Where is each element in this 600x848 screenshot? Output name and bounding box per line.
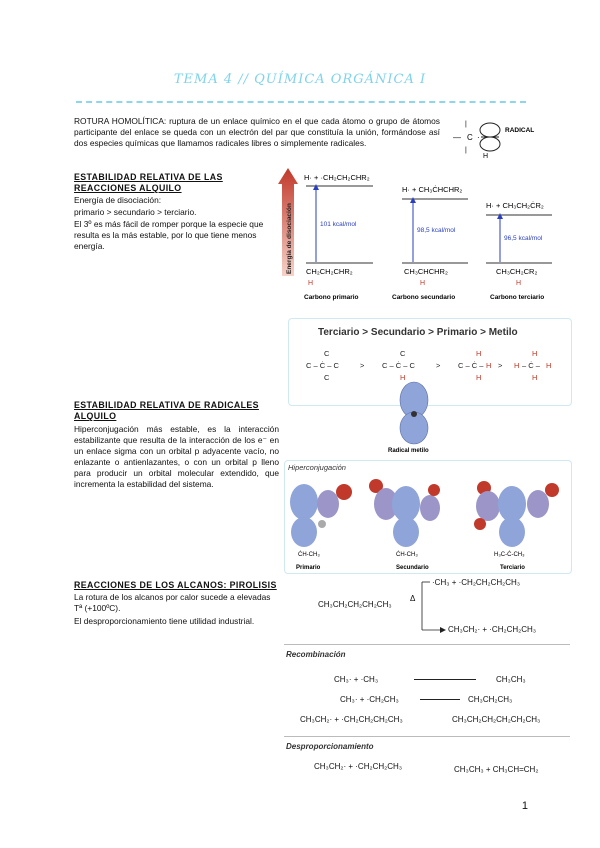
recomb-r3: CH₃CH₂· + ·CH₂CH₂CH₂CH₃: [300, 715, 403, 724]
hiper-caption3: Terciario: [500, 565, 525, 571]
pirolisis-delta: Δ: [410, 594, 416, 603]
radical-diagram: [445, 112, 565, 162]
despro-r1: CH₃CH₂· + ·CH₂CH₂CH₃: [314, 762, 403, 771]
svg-text:H: H: [476, 373, 482, 382]
svg-text:|: |: [465, 147, 467, 154]
energy-bottom1: CH₂CH₂CHR₂: [306, 267, 353, 276]
recomb-p1: CH₃CH₃: [496, 675, 526, 684]
svg-text:>: >: [436, 361, 441, 370]
alquilo-heading: ESTABILIDAD RELATIVA DE LAS REACCIONES ALQUILO: [74, 172, 223, 193]
energy-caption1: Carbono primario: [304, 294, 359, 301]
alquilo-line2: primario > secundario > terciario.: [74, 207, 197, 217]
svg-text:H: H: [514, 361, 520, 370]
radicales-paragraph: Hiperconjugación más estable, es la interacción estabilizante que resulta de la interacción de los e⁻ en un enlace sigma con un orbital p adyacente vacío, no enlazante o antienlazantes, o con un orbital p lleno para producir un orbital molecular extendido, que incrementa la estabilidad del sistema.: [74, 424, 279, 489]
title-divider: [76, 101, 526, 103]
page-number: 1: [521, 800, 528, 812]
energy-value1: 101 kcal/mol: [320, 221, 357, 228]
svg-text:>: >: [498, 361, 503, 370]
energy-bottom3: CH₃CH₂CR₂: [496, 267, 538, 276]
energy-h1: H: [308, 280, 314, 287]
svg-text:C: C: [400, 349, 406, 358]
rotura-paragraph: ROTURA HOMOLÍTICA: ruptura de un enlace químico en el que cada átomo o grupo de átomos participante del enlace se queda con un electrón del par que constituía la unión, formándose así dos especies químicas que llamamos radicales libres o simplemente radicales.: [74, 116, 440, 148]
svg-text:H: H: [476, 349, 482, 358]
hiper-caption1: Primario: [296, 565, 321, 571]
svg-text:C – Ċ – C: C – Ċ – C: [306, 361, 339, 370]
recomb-p3: CH₃CH₂CH₂CH₂CH₂CH₃: [452, 715, 541, 724]
svg-text:|: |: [465, 121, 467, 128]
pirolisis-product1: ·CH₃ + ·CH₂CH₂CH₂CH₃: [432, 578, 521, 587]
radical-label: RADICAL: [505, 127, 535, 134]
pirolisis-heading: REACCIONES DE LOS ALCANOS: PIROLISIS: [74, 580, 277, 590]
svg-text:>: >: [360, 361, 365, 370]
svg-text:C: C: [467, 133, 473, 142]
svg-text:C – Ċ –: C – Ċ –: [458, 361, 484, 370]
hiper-formula2: ĊH-CH₃: [396, 552, 418, 558]
pirolisis-line2: El desproporcionamiento tiene utilidad industrial.: [74, 616, 255, 626]
energy-bottom2: CH₃CHCHR₂: [404, 267, 448, 276]
alquilo-line3: El 3º es más fácil de romper porque la especie que resulta es la más estable, por lo que tiene menos energía.: [74, 219, 264, 251]
energy-caption3: Carbono terciario: [490, 294, 545, 301]
svg-text:—: —: [453, 133, 461, 142]
energy-top3: H· + CH₃CH₂ĊR₂: [486, 201, 544, 210]
energy-value2: 98,5 kcal/mol: [417, 227, 456, 234]
svg-text:C – Ċ – C: C – Ċ – C: [382, 361, 415, 370]
page-title: TEMA 4 // QUÍMICA ORGÁNICA I: [173, 72, 427, 87]
alquilo-line1: Energía de disociación:: [74, 195, 162, 205]
methyl-radical-label: Radical metilo: [388, 448, 429, 454]
svg-text:H: H: [546, 361, 552, 370]
energy-top2: H· + CH₃ĊHCHR₂: [402, 185, 463, 194]
pirolisis-line1: La rotura de los alcanos por calor sucede a elevadas Tª (+100ºC).: [74, 592, 271, 613]
despro-p1: CH₃CH₃ + CH₃CH=CH₂: [454, 765, 539, 774]
energy-axis-label: Energía de disociación: [286, 203, 293, 274]
svg-text:C: C: [324, 373, 330, 382]
recomb-r2: CH₃· + ·CH₂CH₃: [340, 695, 399, 704]
hiperconjugacion-label: Hiperconjugación: [288, 463, 346, 472]
pirolisis-reactant: CH₃CH₂CH₂CH₂CH₃: [318, 600, 392, 609]
methyl-radical-orbital: [384, 380, 444, 455]
energy-top1: H· + ·CH₂CH₂CHR₂: [304, 173, 370, 182]
orbital-lobe-bottom: [480, 137, 500, 151]
svg-text:·: ·: [477, 133, 480, 142]
energy-h3: H: [516, 280, 522, 287]
recombinacion-label: Recombinación: [286, 650, 346, 659]
svg-text:H: H: [400, 373, 406, 382]
orbital-lobe-top: [480, 123, 500, 137]
svg-text:– Ċ –: – Ċ –: [522, 361, 540, 370]
svg-text:H: H: [532, 349, 538, 358]
energy-diagram: [278, 166, 568, 301]
energy-value3: 96,5 kcal/mol: [504, 235, 543, 242]
pirolisis-product2: CH₃CH₂· + ·CH₂CH₂CH₃: [448, 625, 537, 634]
radicales-heading: ESTABILIDAD RELATIVA DE RADICALES ALQUILO: [74, 400, 259, 421]
svg-text:H: H: [532, 373, 538, 382]
recomb-r1: CH₃· + ·CH₃: [334, 675, 379, 684]
energy-caption2: Carbono secundario: [392, 294, 456, 301]
hiper-formula1: ĊH-CH₃: [298, 552, 320, 558]
svg-text:H: H: [486, 361, 492, 370]
radical-order-label: Terciario > Secundario > Primario > Metilo: [318, 327, 518, 338]
recomb-p2: CH₃CH₂CH₃: [468, 695, 513, 704]
energy-h2: H: [420, 280, 426, 287]
svg-text:H: H: [483, 153, 489, 160]
svg-text:C: C: [324, 349, 330, 358]
hiper-formula3: H₃C-Ċ-CH₃: [494, 552, 525, 558]
hiperconjugacion-orbitals: [284, 474, 570, 572]
hiper-caption2: Secundario: [396, 565, 429, 571]
desproporcionamiento-label: Desproporcionamiento: [286, 742, 374, 751]
